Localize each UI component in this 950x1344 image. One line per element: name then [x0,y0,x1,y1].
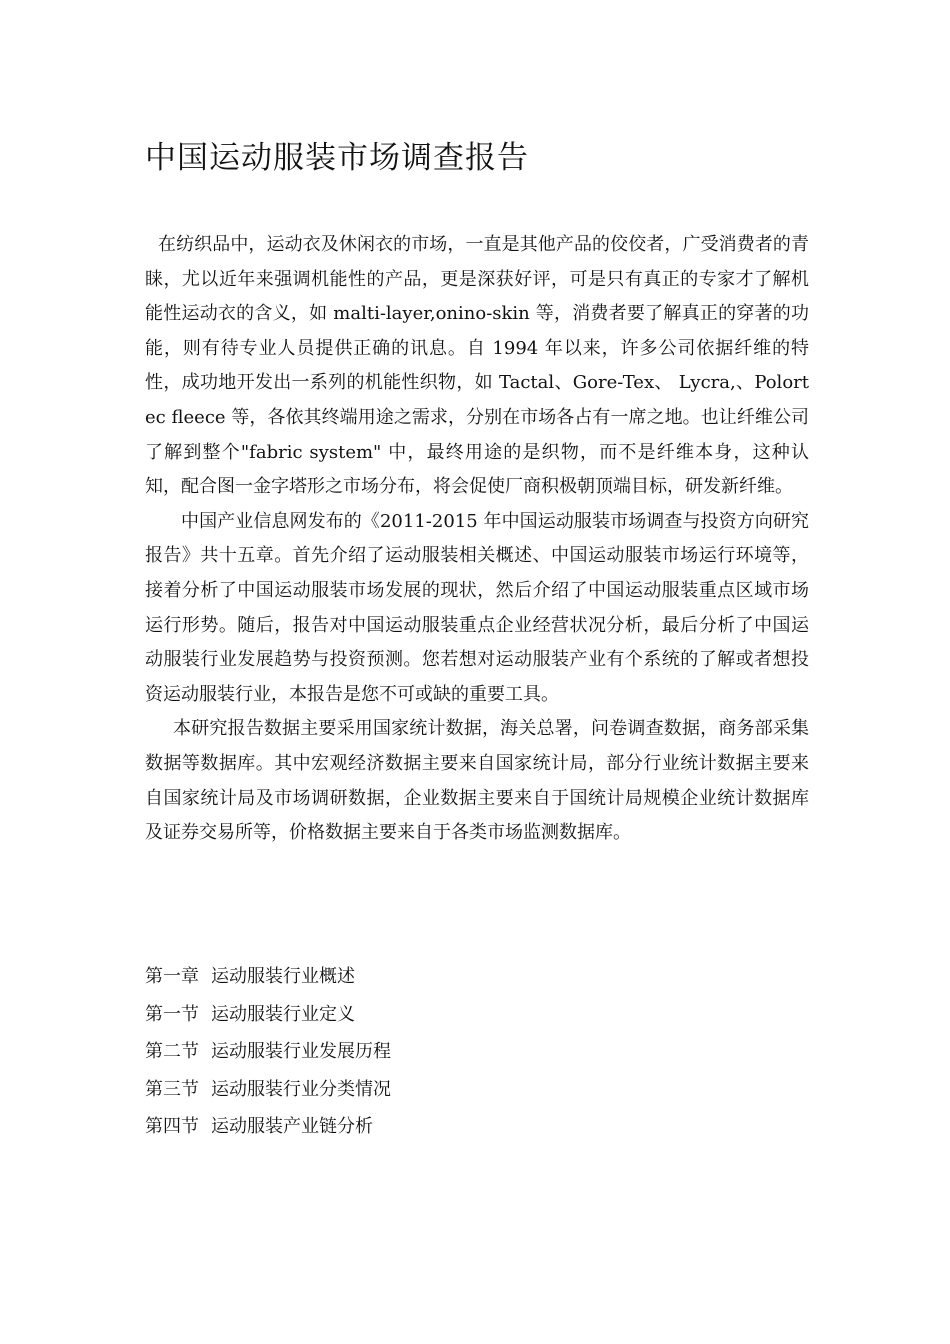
toc-entry-text: 运动服装行业发展历程 [211,1041,391,1062]
toc-entry-section-4 [145,1108,809,1146]
toc-entry-label: 第三节 [145,1078,199,1100]
toc-entry-chapter-1 [145,958,809,996]
paragraph-report-summary: 中国产业信息网发布的《2011-2015 年中国运动服装市场调查与投资方向研究报告》共十五章。首先介绍了运动服装相关概述、中国运动服装市场运行环境等，接着分析了中国运动服装市场发展的现状，然后介绍了中国运动服装重点区域市场运行形势。随后，报告对中国运动服装重点企业经营状况分析，最后分析了中国运动服装行业发展趋势与投资预测。您若想对运动服装产业有个系统的了解或者想投资运动服装行业，本报告是您不可或缺的重要工具。 [145,510,809,705]
toc-entry-text: 运动服装行业概述 [211,966,355,987]
toc-entry-label: 第二节 [145,1041,199,1062]
toc-entry-label: 第四节 [145,1116,199,1137]
document-body [145,228,809,851]
table-of-contents [145,958,809,1146]
toc-entry-section-3 [145,1071,809,1109]
toc-entry-section-1 [145,996,809,1034]
toc-entry-text: 运动服装产业链分析 [211,1116,373,1137]
toc-entry-label: 第一章 [145,966,199,987]
toc-entry-text: 运动服装行业定义 [211,1003,355,1025]
paragraph-intro: 在纺织品中，运动衣及休闲衣的市场，一直是其他产品的佼佼者，广受消费者的青睐，尤以近年来强调机能性的产品，更是深获好评，可是只有真正的专家才了解机能性运动衣的含义，如 malti-layer,onino-skin 等，消费者要了解真正的穿著的功能，则有待专业人员提供正确的讯息。自 1994 年以来，许多公司依据纤维的特性，成功地开发出一系列的机能性织物，如 Tactal、Gore-Tex、 Lycra,、Polortec fleece 等，各依其终端用途之需求，分别在市场各占有一席之地。也让纤维公司了解到整个"fabric system" 中，最终用途的是织物，而不是纤维本身，这种认知，配合图一金字塔形之市场分布，将会促使厂商积极朝顶端目标，研发新纤维。 [145,234,809,498]
paragraph-data-sources: 本研究报告数据主要采用国家统计数据，海关总署，问卷调查数据，商务部采集数据等数据库。其中宏观经济数据主要来自国家统计局，部分行业统计数据主要来自国家统计局及市场调研数据，企业数据主要来自于国统计局规模企业统计数据库及证券交易所等，价格数据主要来自于各类市场监测数据库。 [145,718,809,844]
toc-entry-label: 第一节 [145,1003,199,1025]
document-title: 中国运动服装市场调查报告 [145,140,529,176]
toc-entry-text: 运动服装行业分类情况 [211,1078,391,1100]
toc-entry-section-2 [145,1033,809,1071]
